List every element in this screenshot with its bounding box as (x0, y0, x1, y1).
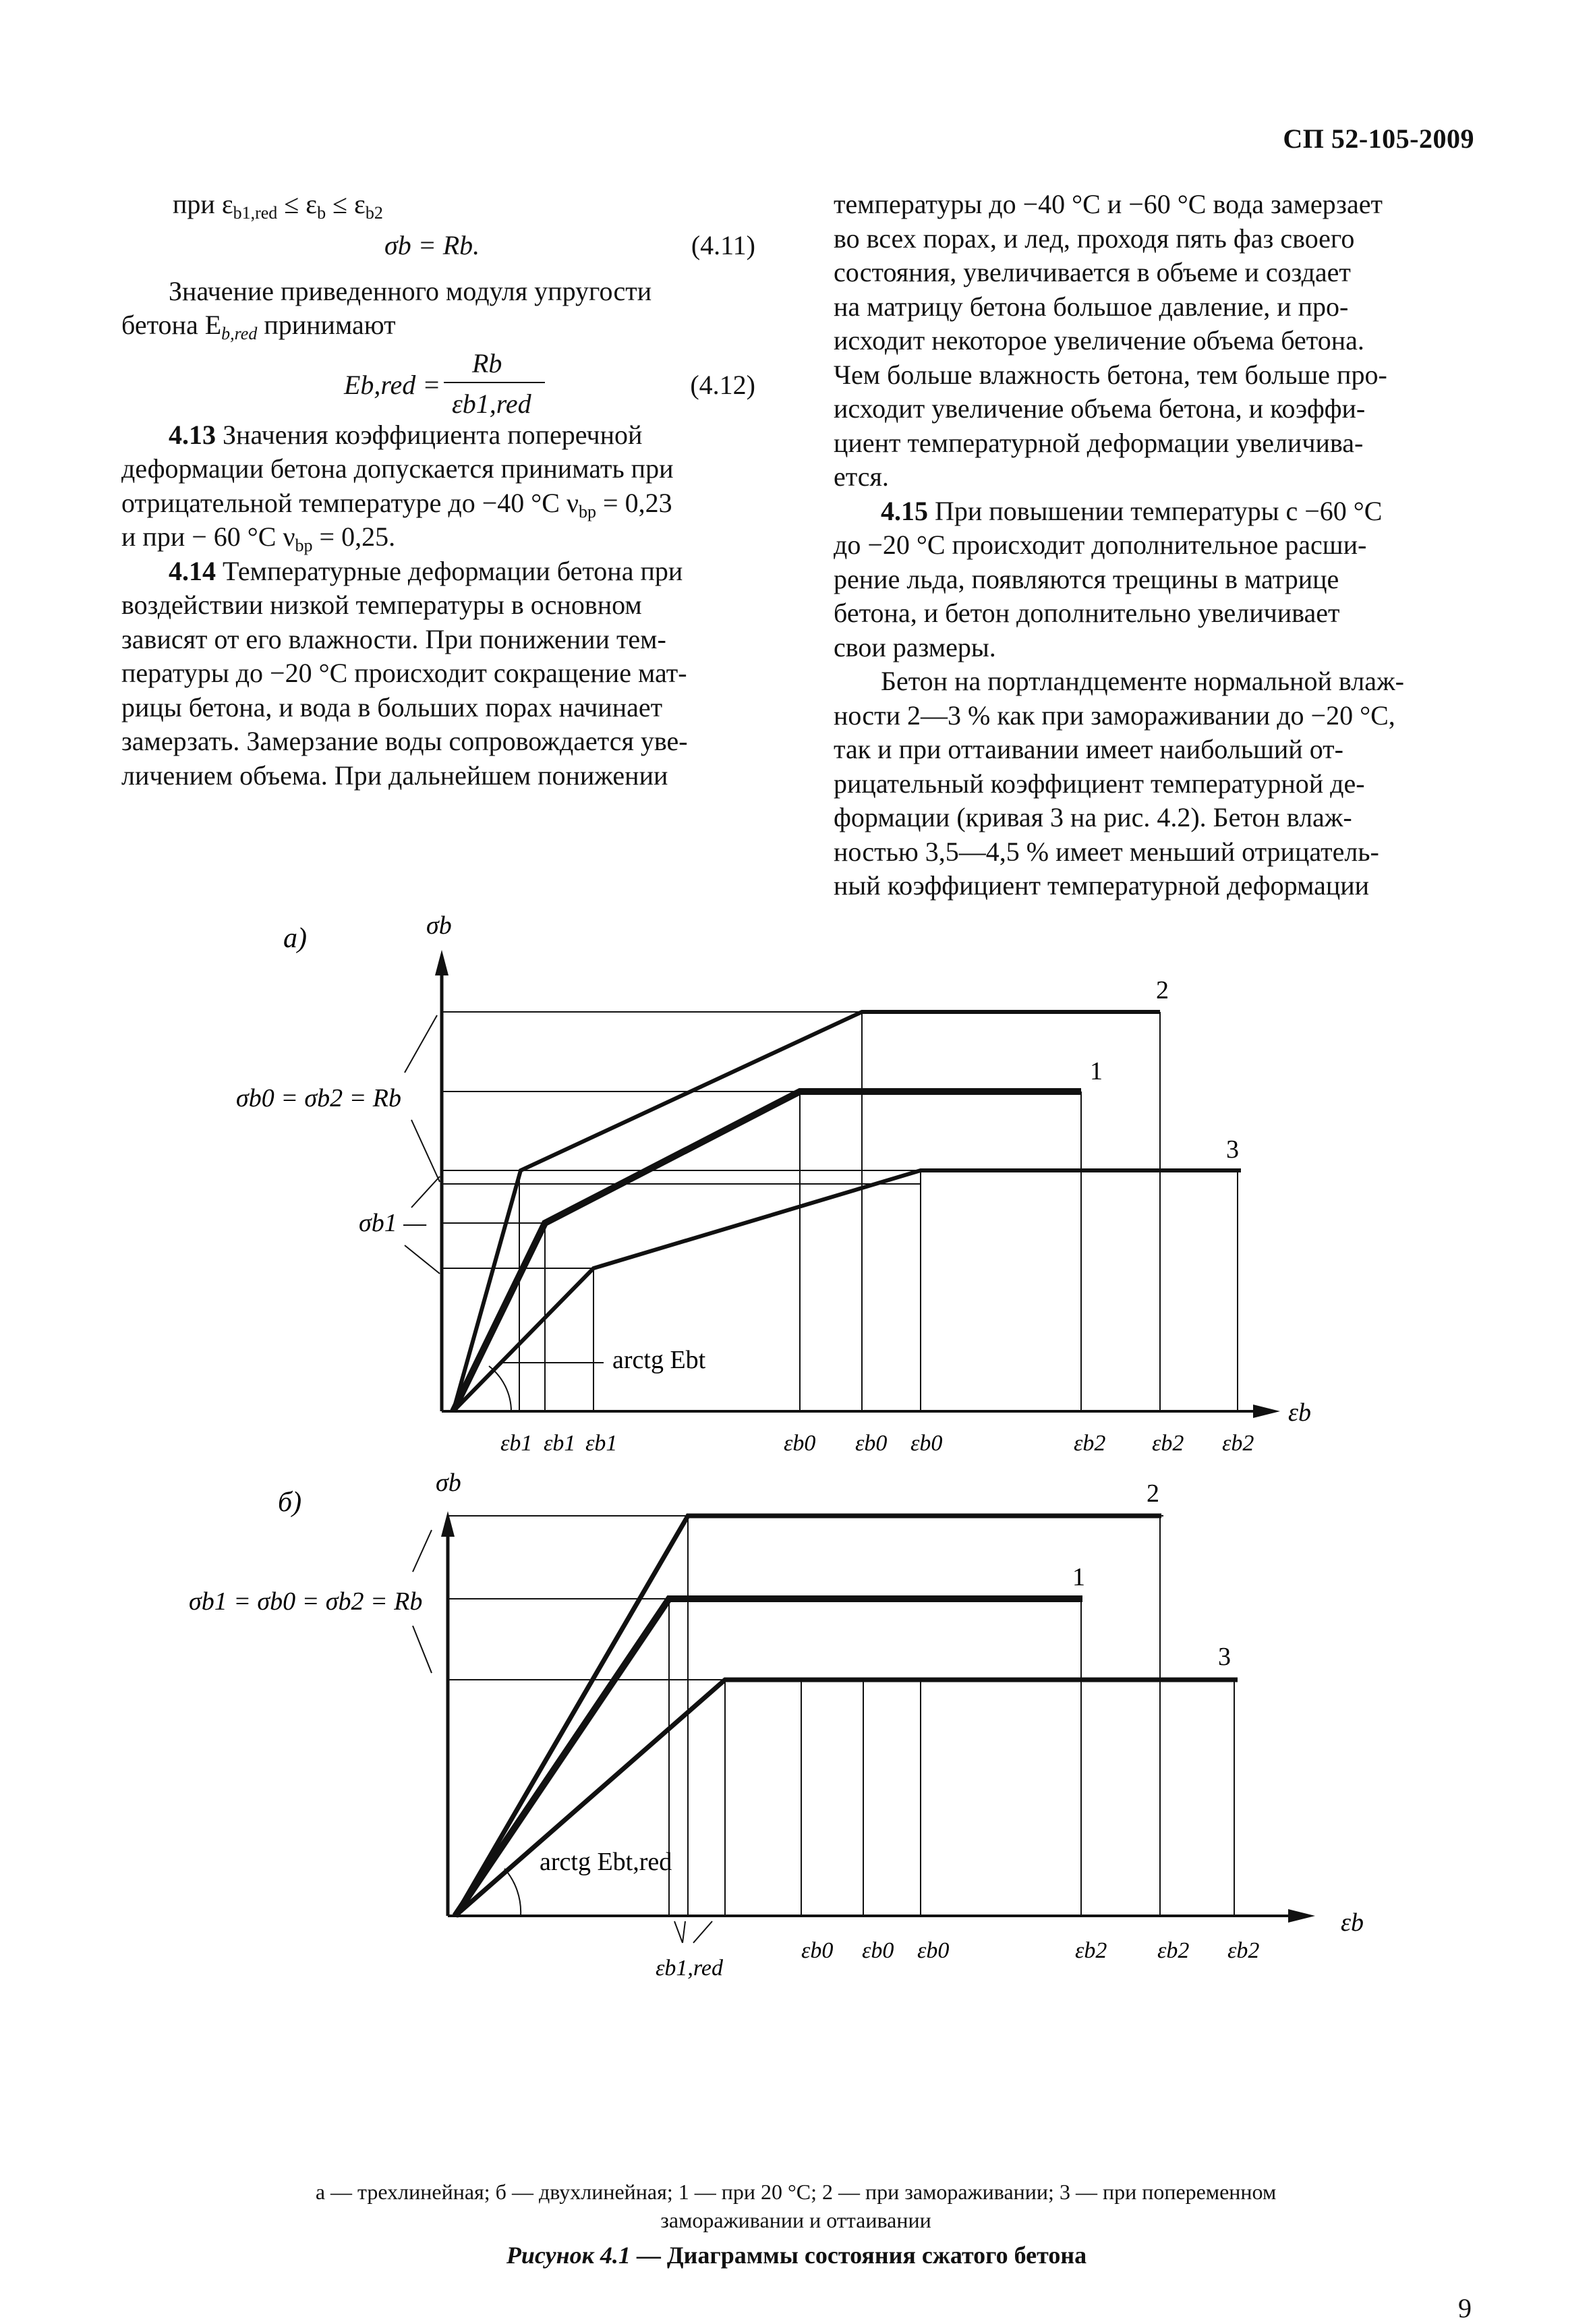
p414-line6: замерзать. Замерзание воды сопровождается уве- (121, 726, 688, 756)
panel-a-curve-2 (453, 1012, 1160, 1411)
p415-line1 (834, 494, 1481, 529)
pbeton-line2: ности 2—3 % как при замораживании до −20 °С, (834, 700, 1395, 731)
cont-line2: во всех порах, и лед, проходя пять фаз своего (834, 223, 1355, 254)
panel-b-curve-3-label: 3 (1218, 1643, 1231, 1671)
p413-line3: отрицательной температуре до −40 °С $\nu_{bp} = 0,23$ (121, 487, 672, 521)
panel-a-tick-8: εb2 (1152, 1431, 1184, 1456)
p413-number: 4.13 (169, 419, 216, 450)
panel-a-x-axis-label: εb (1288, 1398, 1311, 1427)
modulus-intro-line2: бетона $E_{b,red}$ принимают (121, 310, 396, 343)
panel-b-x-arrow (1288, 1909, 1315, 1923)
modulus-intro-part: бетона E (121, 310, 222, 340)
panel-b-left-label: σb1 = σb0 = σb2 = Rb (189, 1587, 423, 1616)
caption-line2: замораживании и оттаивании (660, 2208, 931, 2232)
p413-line4: и при − 60 °С $\nu_{bp} = 0,25$. (121, 521, 396, 555)
condition-line: при $\varepsilon_{b1,red} \le \varepsilon_b \le \varepsilon_{b2}$ (173, 189, 383, 223)
pbeton-line7: ный коэффициент температурной деформации (834, 870, 1370, 901)
panel-a-curve-1-label: 1 (1090, 1057, 1103, 1085)
panel-b-marker-1 (674, 1921, 683, 1943)
panel-a-tangent-label: arctg Ebt (612, 1346, 706, 1374)
fraction-bar (444, 382, 545, 383)
page-number: 9 (1458, 2293, 1472, 2323)
cont-line8: циент температурной деформации увеличива- (834, 427, 1364, 458)
panel-b-curve-1-label: 1 (1072, 1563, 1085, 1591)
panel-a-x-arrow (1253, 1405, 1280, 1418)
condition-text: при ε (173, 189, 233, 219)
p414-line4: пературы до −20 °С происходит сокращение мат- (121, 658, 687, 688)
pbeton-line5: формации (кривая 3 на рис. 4.2). Бетон влаж- (834, 802, 1352, 832)
p414-line7: личением объема. При дальнейшем понижении (121, 760, 668, 791)
panel-b-tick-5: εb2 (1157, 1938, 1190, 1963)
formula-4-12-denominator: εb1,red (452, 388, 531, 419)
cont-line3: состояния, увеличивается в объеме и создает (834, 257, 1351, 287)
panel-b-angle-arc (504, 1869, 521, 1916)
panel-a-tick-4: εb0 (784, 1431, 816, 1456)
panel-a-y-axis-label: σb (426, 911, 452, 940)
panel-a-label-sigma-mid: σb1 — (359, 1209, 427, 1237)
panel-b-curve-2-label: 2 (1147, 1479, 1159, 1508)
cont-line1: температуры до −40 °С и −60 °С вода замерзает (834, 189, 1383, 219)
panel-a-y-arrow (435, 950, 448, 975)
panel-b-leader-2 (413, 1626, 432, 1673)
cont-line5: исходит некоторое увеличение объема бетона. (834, 325, 1364, 356)
pbeton-line4: рицательный коэффициент температурной де- (834, 768, 1365, 799)
p413-text1: Значения коэффициента поперечной (223, 419, 643, 450)
panel-a-x-ticks (500, 1431, 1254, 1456)
panel-a-tick-9: εb2 (1222, 1431, 1254, 1456)
p415-line2: до −20 °С происходит дополнительное расши- (834, 530, 1367, 560)
cont-line7: исходит увеличение объема бетона, и коэффи- (834, 393, 1366, 424)
p413-line2: деформации бетона допускается принимать при (121, 453, 674, 484)
right-text-column (834, 188, 1481, 903)
panel-b-tick-4: εb2 (1075, 1938, 1107, 1963)
left-text-column (121, 188, 755, 793)
p414-text1: Температурные деформации бетона при (223, 555, 683, 586)
panel-b-tangent-label: arctg Ebt,red (540, 1848, 672, 1876)
panel-a-tick-1: εb1 (500, 1431, 533, 1456)
panel-b-bottom-label: εb1,red (656, 1956, 723, 1981)
document-code-header: СП 52-105-2009 (1283, 123, 1474, 154)
panel-a-leader-3 (411, 1177, 440, 1208)
p413-text4: и при − 60 °С ν (121, 521, 295, 552)
p414-number: 4.14 (169, 555, 216, 586)
panel-a-tick-6: εb0 (910, 1431, 943, 1456)
panel-b-tick-1: εb0 (801, 1938, 834, 1963)
p414-line2: воздействии низкой температуры в основном (121, 590, 642, 620)
panel-b-x-axis-label: εb (1341, 1908, 1364, 1937)
p413-val2: = 0,25. (319, 521, 396, 552)
modulus-intro-end: принимают (264, 310, 396, 340)
panel-b-y-arrow (441, 1511, 455, 1537)
panel-b-marker-2 (683, 1921, 685, 1943)
panel-a-tick-5: εb0 (855, 1431, 888, 1456)
pbeton-line1: Бетон на портландцементе нормальной влаж- (881, 666, 1404, 696)
formula-4-12-numerator: Rb (472, 347, 502, 378)
p414-line3: зависят от его влажности. При понижении тем- (121, 623, 666, 654)
pbeton-line6: ностью 3,5—4,5 % имеет меньший отрицатель- (834, 836, 1379, 867)
panel-a-tick-3: εb1 (585, 1431, 618, 1456)
p414-line1 (121, 555, 755, 589)
panel-a-curve-2-label: 2 (1156, 976, 1169, 1004)
figure-title-prefix: Рисунок 4.1 (506, 2242, 631, 2269)
modulus-intro-line1: Значение приведенного модуля упругости (169, 275, 652, 306)
panel-a-leader-4 (405, 1245, 440, 1274)
cont-line4: на матрицу бетона большое давление, и про- (834, 291, 1349, 322)
caption-line1: а — трехлинейная; б — двухлинейная; 1 — при 20 °С; 2 — при замораживании; 3 — при попеременном (315, 2180, 1277, 2204)
panel-b-tick-3: εb0 (917, 1938, 950, 1963)
panel-a-leader-2 (411, 1120, 440, 1182)
panel-a-label-sigma-top: σb0 = σb2 = Rb (236, 1084, 401, 1112)
panel-b-leader-1 (413, 1530, 432, 1572)
p415-line3: рение льда, появляются трещины в матрице (834, 563, 1339, 594)
panel-b-y-axis-label: σb (436, 1469, 461, 1497)
formula-4-11-expr: σb = Rb. (384, 229, 480, 260)
p415-number: 4.15 (881, 495, 928, 526)
formula-4-12-lhs: Eb,red = (344, 369, 441, 400)
p414-line5: рицы бетона, и вода в больших порах начинает (121, 691, 663, 722)
panel-b-label: б) (278, 1487, 302, 1518)
panel-a-curve-3-label: 3 (1226, 1135, 1239, 1164)
figure-title-text: — Диаграммы состояния сжатого бетона (630, 2242, 1087, 2269)
figure-4-1 (0, 890, 1593, 2172)
figure-title (0, 2241, 1593, 2269)
panel-b-tick-2: εb0 (862, 1938, 894, 1963)
panel-a-label: а) (283, 923, 307, 954)
panel-a-tick-2: εb1 (544, 1431, 576, 1456)
figure-caption (121, 2178, 1470, 2234)
p415-text1: При повышении температуры с −60 °С (935, 495, 1383, 526)
p415-line4: бетона, и бетон дополнительно увеличивает (834, 598, 1340, 628)
panel-b-x-ticks (801, 1938, 1259, 1963)
cont-line6: Чем больше влажность бетона, тем больше про- (834, 359, 1387, 390)
formula-4-12 (121, 343, 755, 418)
p415-line5: свои размеры. (834, 631, 996, 662)
p413-text3: отрицательной температуре до −40 °С ν (121, 487, 579, 518)
panel-b-tick-6: εb2 (1227, 1938, 1260, 1963)
formula-4-11 (121, 222, 755, 275)
pbeton-line3: так и при оттаивании имеет наибольший от- (834, 734, 1343, 764)
panel-a-leader-1 (405, 1015, 437, 1073)
panel-b-marker-3 (693, 1921, 712, 1943)
cont-line9: ется. (834, 461, 889, 492)
p413-val1: = 0,23 (603, 487, 672, 518)
panel-a-tick-7: εb2 (1074, 1431, 1106, 1456)
formula-4-12-number: (4.12) (690, 369, 755, 400)
p413-line1 (121, 418, 755, 453)
formula-4-11-number: (4.11) (691, 229, 755, 260)
